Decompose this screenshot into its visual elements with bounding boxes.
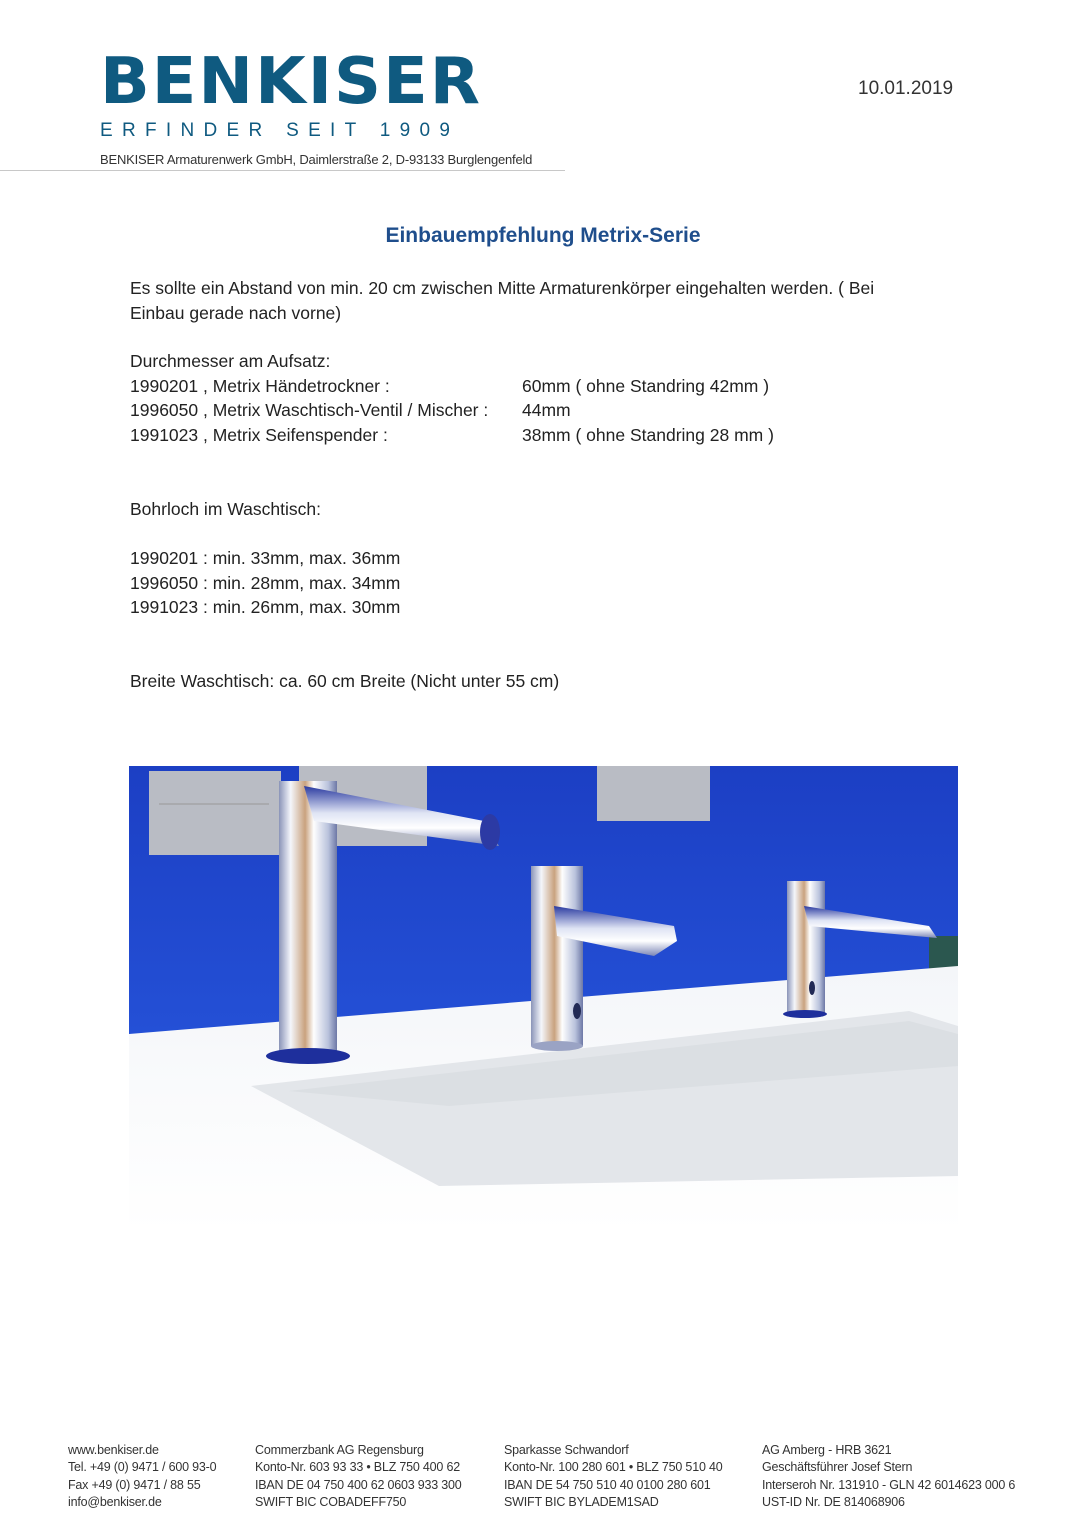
- drill-hole-item: 1996050 : min. 28mm, max. 34mm: [130, 572, 401, 593]
- drill-hole-item: 1990201 : min. 33mm, max. 36mm: [130, 548, 401, 568]
- diameter-value: 44mm: [522, 400, 571, 420]
- company-logo: [100, 45, 483, 142]
- diameter-label: 1990201 , Metrix Händetrockner :: [130, 375, 390, 396]
- footer-bank-commerzbank: [255, 1442, 462, 1511]
- diameter-heading: Durchmesser am Aufsatz:: [130, 351, 331, 371]
- basin-width-note: Breite Waschtisch: ca. 60 cm Breite (Nicht unter 55 cm): [130, 671, 560, 691]
- header-divider: [0, 170, 565, 171]
- intro-line: Es sollte ein Abstand von min. 20 cm zwischen Mitte Armaturenkörper eingehalten werden. ( Bei: [130, 278, 875, 298]
- bank-bic: SWIFT BIC BYLADEM1SAD: [504, 1494, 659, 1509]
- bank-iban: IBAN DE 04 750 400 62 0603 933 300: [255, 1477, 462, 1492]
- document-title: Einbauempfehlung Metrix-Serie: [385, 224, 701, 247]
- diameter-label: 1996050 , Metrix Waschtisch-Ventil / Mischer :: [130, 400, 489, 420]
- bank-name: Commerzbank AG Regensburg: [255, 1443, 424, 1457]
- company-address: BENKISER Armaturenwerk GmbH, Daimlerstraße 2, D-93133 Burglengenfeld: [100, 152, 533, 167]
- intro-line: Einbau gerade nach vorne): [130, 302, 342, 323]
- bank-bic: SWIFT BIC COBADEFF750: [255, 1494, 407, 1509]
- phone-number: Tel. +49 (0) 9471 / 600 93-0: [68, 1460, 217, 1475]
- intro-paragraph: [130, 276, 874, 325]
- interseroh-gln: Interseroh Nr. 131910 - GLN 42 6014623 000 6: [762, 1477, 1016, 1492]
- website-link[interactable]: www.benkiser.de: [68, 1443, 159, 1457]
- registry-court: AG Amberg - HRB 3621: [762, 1443, 892, 1457]
- logo-tagline: ERFINDER SEIT 1909: [100, 120, 460, 141]
- footer-bank-sparkasse: [504, 1442, 722, 1511]
- diameter-value: 60mm ( ohne Standring 42mm ): [522, 375, 770, 396]
- vat-id: UST-ID Nr. DE 814068906: [762, 1494, 905, 1509]
- fixtures-illustration: [129, 766, 958, 1232]
- bank-account: Konto-Nr. 100 280 601 • BLZ 750 510 40: [504, 1460, 723, 1475]
- diameter-value: 38mm ( ohne Standring 28 mm ): [522, 424, 774, 445]
- logo-wordmark: BENKISER: [100, 45, 483, 119]
- diameter-section: [130, 349, 774, 447]
- diameter-row: [130, 423, 774, 448]
- footer-contact: [68, 1442, 216, 1511]
- bank-iban: IBAN DE 54 750 510 40 0100 280 601: [504, 1477, 711, 1492]
- footer-legal: [762, 1442, 1015, 1511]
- diameter-label: 1991023 , Metrix Seifenspender :: [130, 424, 388, 445]
- email-link[interactable]: info@benkiser.de: [68, 1494, 162, 1509]
- document-date: 10.01.2019: [858, 78, 954, 99]
- fax-number: Fax +49 (0) 9471 / 88 55: [68, 1477, 201, 1492]
- drill-hole-item: 1991023 : min. 26mm, max. 30mm: [130, 597, 401, 617]
- drill-hole-list: [130, 546, 400, 620]
- managing-director: Geschäftsführer Josef Stern: [762, 1460, 913, 1475]
- bank-name: Sparkasse Schwandorf: [504, 1443, 629, 1457]
- product-photo: [129, 766, 958, 1232]
- diameter-row: [130, 374, 774, 399]
- diameter-row: [130, 398, 774, 423]
- bank-account: Konto-Nr. 603 93 33 • BLZ 750 400 62: [255, 1460, 460, 1475]
- drill-heading: Bohrloch im Waschtisch:: [130, 499, 321, 519]
